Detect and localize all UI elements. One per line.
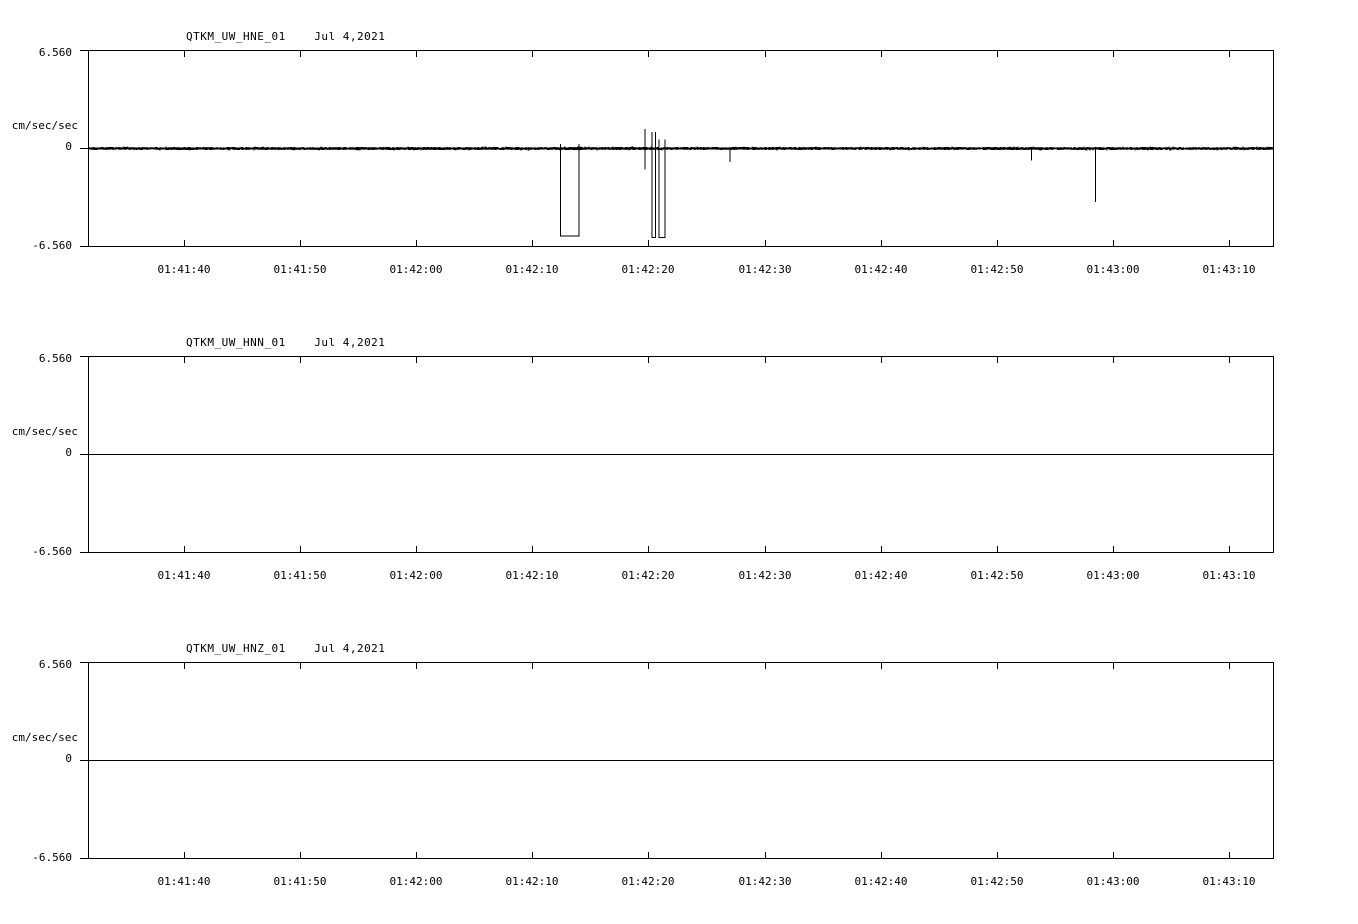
x-tick-label: 01:42:40 [854,875,908,888]
x-tick-label: 01:43:10 [1202,875,1256,888]
y-tick-top: 6.560 [38,46,72,59]
x-tick-label: 01:42:00 [389,875,443,888]
x-tick-label: 01:42:20 [621,263,675,276]
x-tick-label: 01:41:40 [157,875,211,888]
x-tick-label: 01:43:00 [1086,875,1140,888]
panel-title: QTKM_UW_HNN_01 Jul 4,2021 [186,336,386,349]
x-tick-label: 01:42:10 [505,569,559,582]
panel-hnz [0,612,1358,912]
x-tick-label: 01:42:50 [970,263,1024,276]
x-tick-label: 01:42:20 [621,875,675,888]
y-axis-units-label: cm/sec/sec [11,425,78,438]
panel-hnn [0,306,1358,606]
x-tick-label: 01:42:50 [970,569,1024,582]
x-tick-label: 01:41:50 [273,263,327,276]
waveform-hne [0,0,1358,300]
x-tick-label: 01:42:30 [738,875,792,888]
x-tick-label: 01:43:10 [1202,263,1256,276]
x-tick-label: 01:42:40 [854,569,908,582]
y-tick-bottom: -6.560 [32,239,72,252]
y-tick-bottom: -6.560 [32,851,72,864]
y-tick-mid: 0 [65,446,72,459]
waveform-hnz [0,612,1358,912]
y-tick-top: 6.560 [38,352,72,365]
x-tick-label: 01:41:50 [273,569,327,582]
x-tick-label: 01:43:00 [1086,569,1140,582]
x-tick-label: 01:42:30 [738,263,792,276]
x-tick-label: 01:42:10 [505,263,559,276]
y-axis-units-label: cm/sec/sec [11,119,78,132]
x-tick-label: 01:42:00 [389,263,443,276]
x-tick-label: 01:42:20 [621,569,675,582]
x-tick-label: 01:41:40 [157,569,211,582]
x-tick-label: 01:42:30 [738,569,792,582]
panel-title: QTKM_UW_HNE_01 Jul 4,2021 [186,30,386,43]
y-tick-top: 6.560 [38,658,72,671]
y-tick-mid: 0 [65,752,72,765]
x-tick-label: 01:43:00 [1086,263,1140,276]
x-tick-label: 01:43:10 [1202,569,1256,582]
x-tick-label: 01:41:40 [157,263,211,276]
y-tick-bottom: -6.560 [32,545,72,558]
x-tick-label: 01:42:40 [854,263,908,276]
panel-title: QTKM_UW_HNZ_01 Jul 4,2021 [186,642,386,655]
x-tick-label: 01:42:50 [970,875,1024,888]
panel-hne [0,0,1358,300]
x-tick-label: 01:42:00 [389,569,443,582]
x-tick-label: 01:42:10 [505,875,559,888]
y-axis-units-label: cm/sec/sec [11,731,78,744]
y-tick-mid: 0 [65,140,72,153]
waveform-hnn [0,306,1358,606]
x-tick-label: 01:41:50 [273,875,327,888]
